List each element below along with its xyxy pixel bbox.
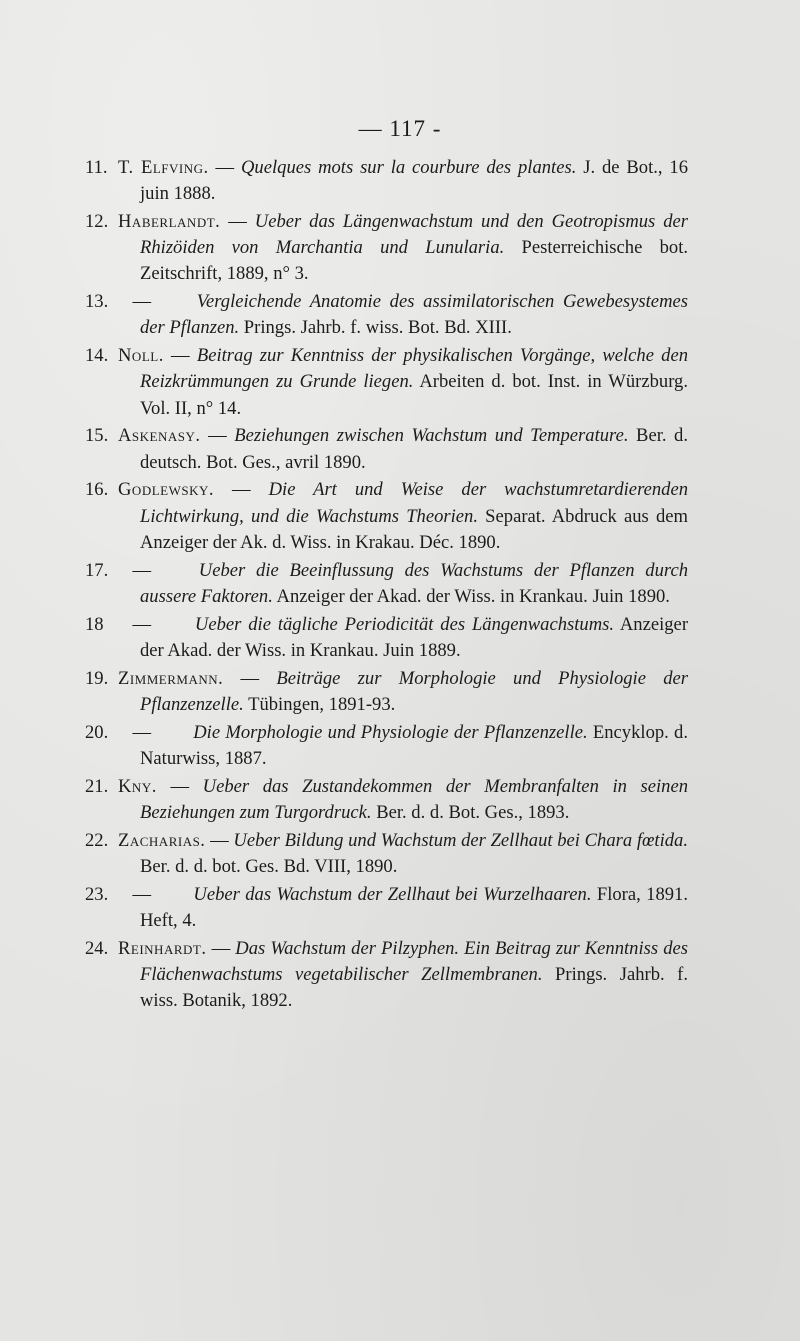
reference-body xyxy=(88,343,688,422)
reference-number: 14. xyxy=(85,345,109,367)
reference-author: Askenasy. xyxy=(118,425,201,447)
reference-source: Ber. d. deutsch. Bot. Ges., avril 1890. xyxy=(140,425,689,473)
reference-source: Arbeiten d. bot. Inst. in Würzburg. Vol. II, n° 14. xyxy=(140,371,688,419)
reference-title: Beziehungen zwischen Wachstum und Temperature. xyxy=(234,425,629,447)
reference-number: 15. xyxy=(85,425,109,447)
reference-author: — xyxy=(132,291,152,313)
reference-item xyxy=(85,423,689,475)
reference-body xyxy=(88,936,688,1015)
reference-body xyxy=(88,720,688,772)
reference-item xyxy=(85,343,689,422)
reference-item xyxy=(85,666,689,718)
reference-source: J. de Bot., 16 juin 1888. xyxy=(140,157,689,205)
reference-body xyxy=(88,289,688,341)
reference-list xyxy=(85,155,689,1016)
reference-separator: — xyxy=(163,345,197,367)
reference-title: Ueber das Zustandekommen der Membranfalten in seinen Beziehungen zum Turgordruck. xyxy=(140,775,689,823)
reference-number: 17. xyxy=(85,559,109,581)
reference-item xyxy=(85,720,688,772)
reference-separator: — xyxy=(205,829,234,851)
reference-body xyxy=(88,558,688,610)
reference-body xyxy=(88,423,688,475)
reference-number: 21. xyxy=(85,775,109,797)
reference-source: Ber. d. d. Bot. Ges., 1893. xyxy=(371,801,570,823)
reference-number: 19. xyxy=(85,667,109,689)
reference-body xyxy=(88,828,688,880)
reference-author: Zimmermann. xyxy=(118,667,224,689)
reference-title: Quelques mots sur la courbure des plantes. xyxy=(241,157,577,178)
reference-source: Prings. Jahrb. f. wiss. Bot. Bd. XIII. xyxy=(239,317,512,339)
reference-body xyxy=(88,612,688,664)
reference-title: Das Wachstum der Pilzyphen. Ein Beitrag zur Kenntniss des Flächenwachstums vegetabilischer Zellmembranen. xyxy=(140,937,688,985)
reference-author: Zacharias. xyxy=(118,829,206,851)
reference-source: Anzeiger der Akad. der Wiss. in Krankau. Juin 1889. xyxy=(140,613,689,661)
reference-author: Reinhardt. xyxy=(118,937,207,959)
reference-separator: — xyxy=(206,937,236,959)
reference-author: — xyxy=(132,721,152,743)
reference-separator: — xyxy=(220,211,255,232)
reference-number: 23. xyxy=(85,883,109,905)
reference-author: Kny. xyxy=(118,775,157,797)
reference-source: Anzeiger der Akad. der Wiss. in Krankau. Juin 1890. xyxy=(272,585,670,607)
reference-number: 11. xyxy=(85,157,108,178)
reference-source: Encyklop. d. Naturwiss, 1887. xyxy=(140,721,688,769)
reference-separator: — xyxy=(208,157,241,178)
reference-item xyxy=(85,828,688,880)
reference-item xyxy=(85,936,688,1015)
reference-source: Pesterreichische bot. Zeitschrift, 1889, n° 3. xyxy=(140,237,689,285)
reference-source: Prings. Jahrb. f. wiss. Botanik, 1892. xyxy=(140,963,688,1012)
reference-number: 22. xyxy=(85,829,109,851)
reference-title: Vergleichende Anatomie des assimilatorischen Gewebesystemes der Pflanzen. xyxy=(140,291,688,339)
reference-body xyxy=(88,666,688,718)
reference-title: Ueber die Beeinflussung des Wachstums der Pflanzen durch aussere Faktoren. xyxy=(140,559,689,607)
reference-separator xyxy=(188,560,199,581)
reference-separator: — xyxy=(214,479,269,501)
reference-number: 20. xyxy=(85,721,109,743)
reference-author: Haberlandt. xyxy=(118,211,221,232)
reference-body xyxy=(88,477,688,556)
reference-body xyxy=(88,155,688,207)
reference-item xyxy=(85,209,689,288)
reference-author: — xyxy=(132,883,152,905)
reference-item xyxy=(85,289,688,341)
reference-number: 13. xyxy=(85,291,109,313)
page-number: — 117 - xyxy=(358,116,442,141)
reference-author: Godlewsky. xyxy=(118,479,215,501)
reference-body xyxy=(88,209,688,288)
reference-title: Ueber Bildung und Wachstum der Zellhaut bei Chara fœtida. xyxy=(233,829,688,851)
reference-item xyxy=(85,477,689,556)
reference-author: — xyxy=(132,613,152,635)
reference-source: Ber. d. d. bot. Ges. Bd. VIII, 1890. xyxy=(140,855,398,877)
reference-author: Noll. xyxy=(118,345,164,367)
reference-number: 16. xyxy=(85,479,109,501)
reference-source: Tübingen, 1891-93. xyxy=(243,693,396,715)
reference-title: Beiträge zur Morphologie und Physiologie der Pflanzenzelle. xyxy=(140,667,689,715)
reference-separator: — xyxy=(200,425,235,447)
reference-author: — xyxy=(132,559,152,581)
reference-item xyxy=(85,558,689,610)
reference-title: Beitrag zur Kenntniss der physikalischen Vorgänge, welche den Reizkrümmungen zu Grunde liegen. xyxy=(140,345,689,393)
reference-separator: — xyxy=(223,667,277,689)
reference-title: Die Morphologie und Physiologie der Pflanzenzelle. xyxy=(193,721,588,743)
reference-number: 18 xyxy=(85,613,104,635)
reference-title: Die Art und Weise der wachstumretardierenden Lichtwirkung, und die Wachstums Theorien. xyxy=(140,479,689,527)
reference-separator: — xyxy=(156,775,203,797)
reference-body xyxy=(88,774,688,826)
reference-separator xyxy=(188,614,195,635)
reference-item xyxy=(85,155,689,207)
reference-body xyxy=(88,882,688,934)
reference-item xyxy=(85,882,688,934)
reference-title: Ueber das Längenwachstum und den Geotropismus der Rhizöiden von Marchantia und Lunularia. xyxy=(140,211,688,259)
reference-item xyxy=(85,612,689,664)
reference-source: Separat. Abdruck aus dem Anzeiger der Ak. d. Wiss. in Krakau. Déc. 1890. xyxy=(140,505,688,553)
reference-separator xyxy=(188,291,197,312)
reference-number: 24. xyxy=(85,937,109,959)
reference-author: T. Elfving. xyxy=(118,157,209,178)
reference-title: Ueber die tägliche Periodicität des Längenwachstums. xyxy=(194,613,615,635)
reference-source: Flora, 1891. Heft, 4. xyxy=(140,883,688,931)
reference-item xyxy=(85,774,689,826)
reference-title: Ueber das Wachstum der Zellhaut bei Wurzelhaaren. xyxy=(193,883,592,905)
reference-number: 12. xyxy=(85,211,109,232)
